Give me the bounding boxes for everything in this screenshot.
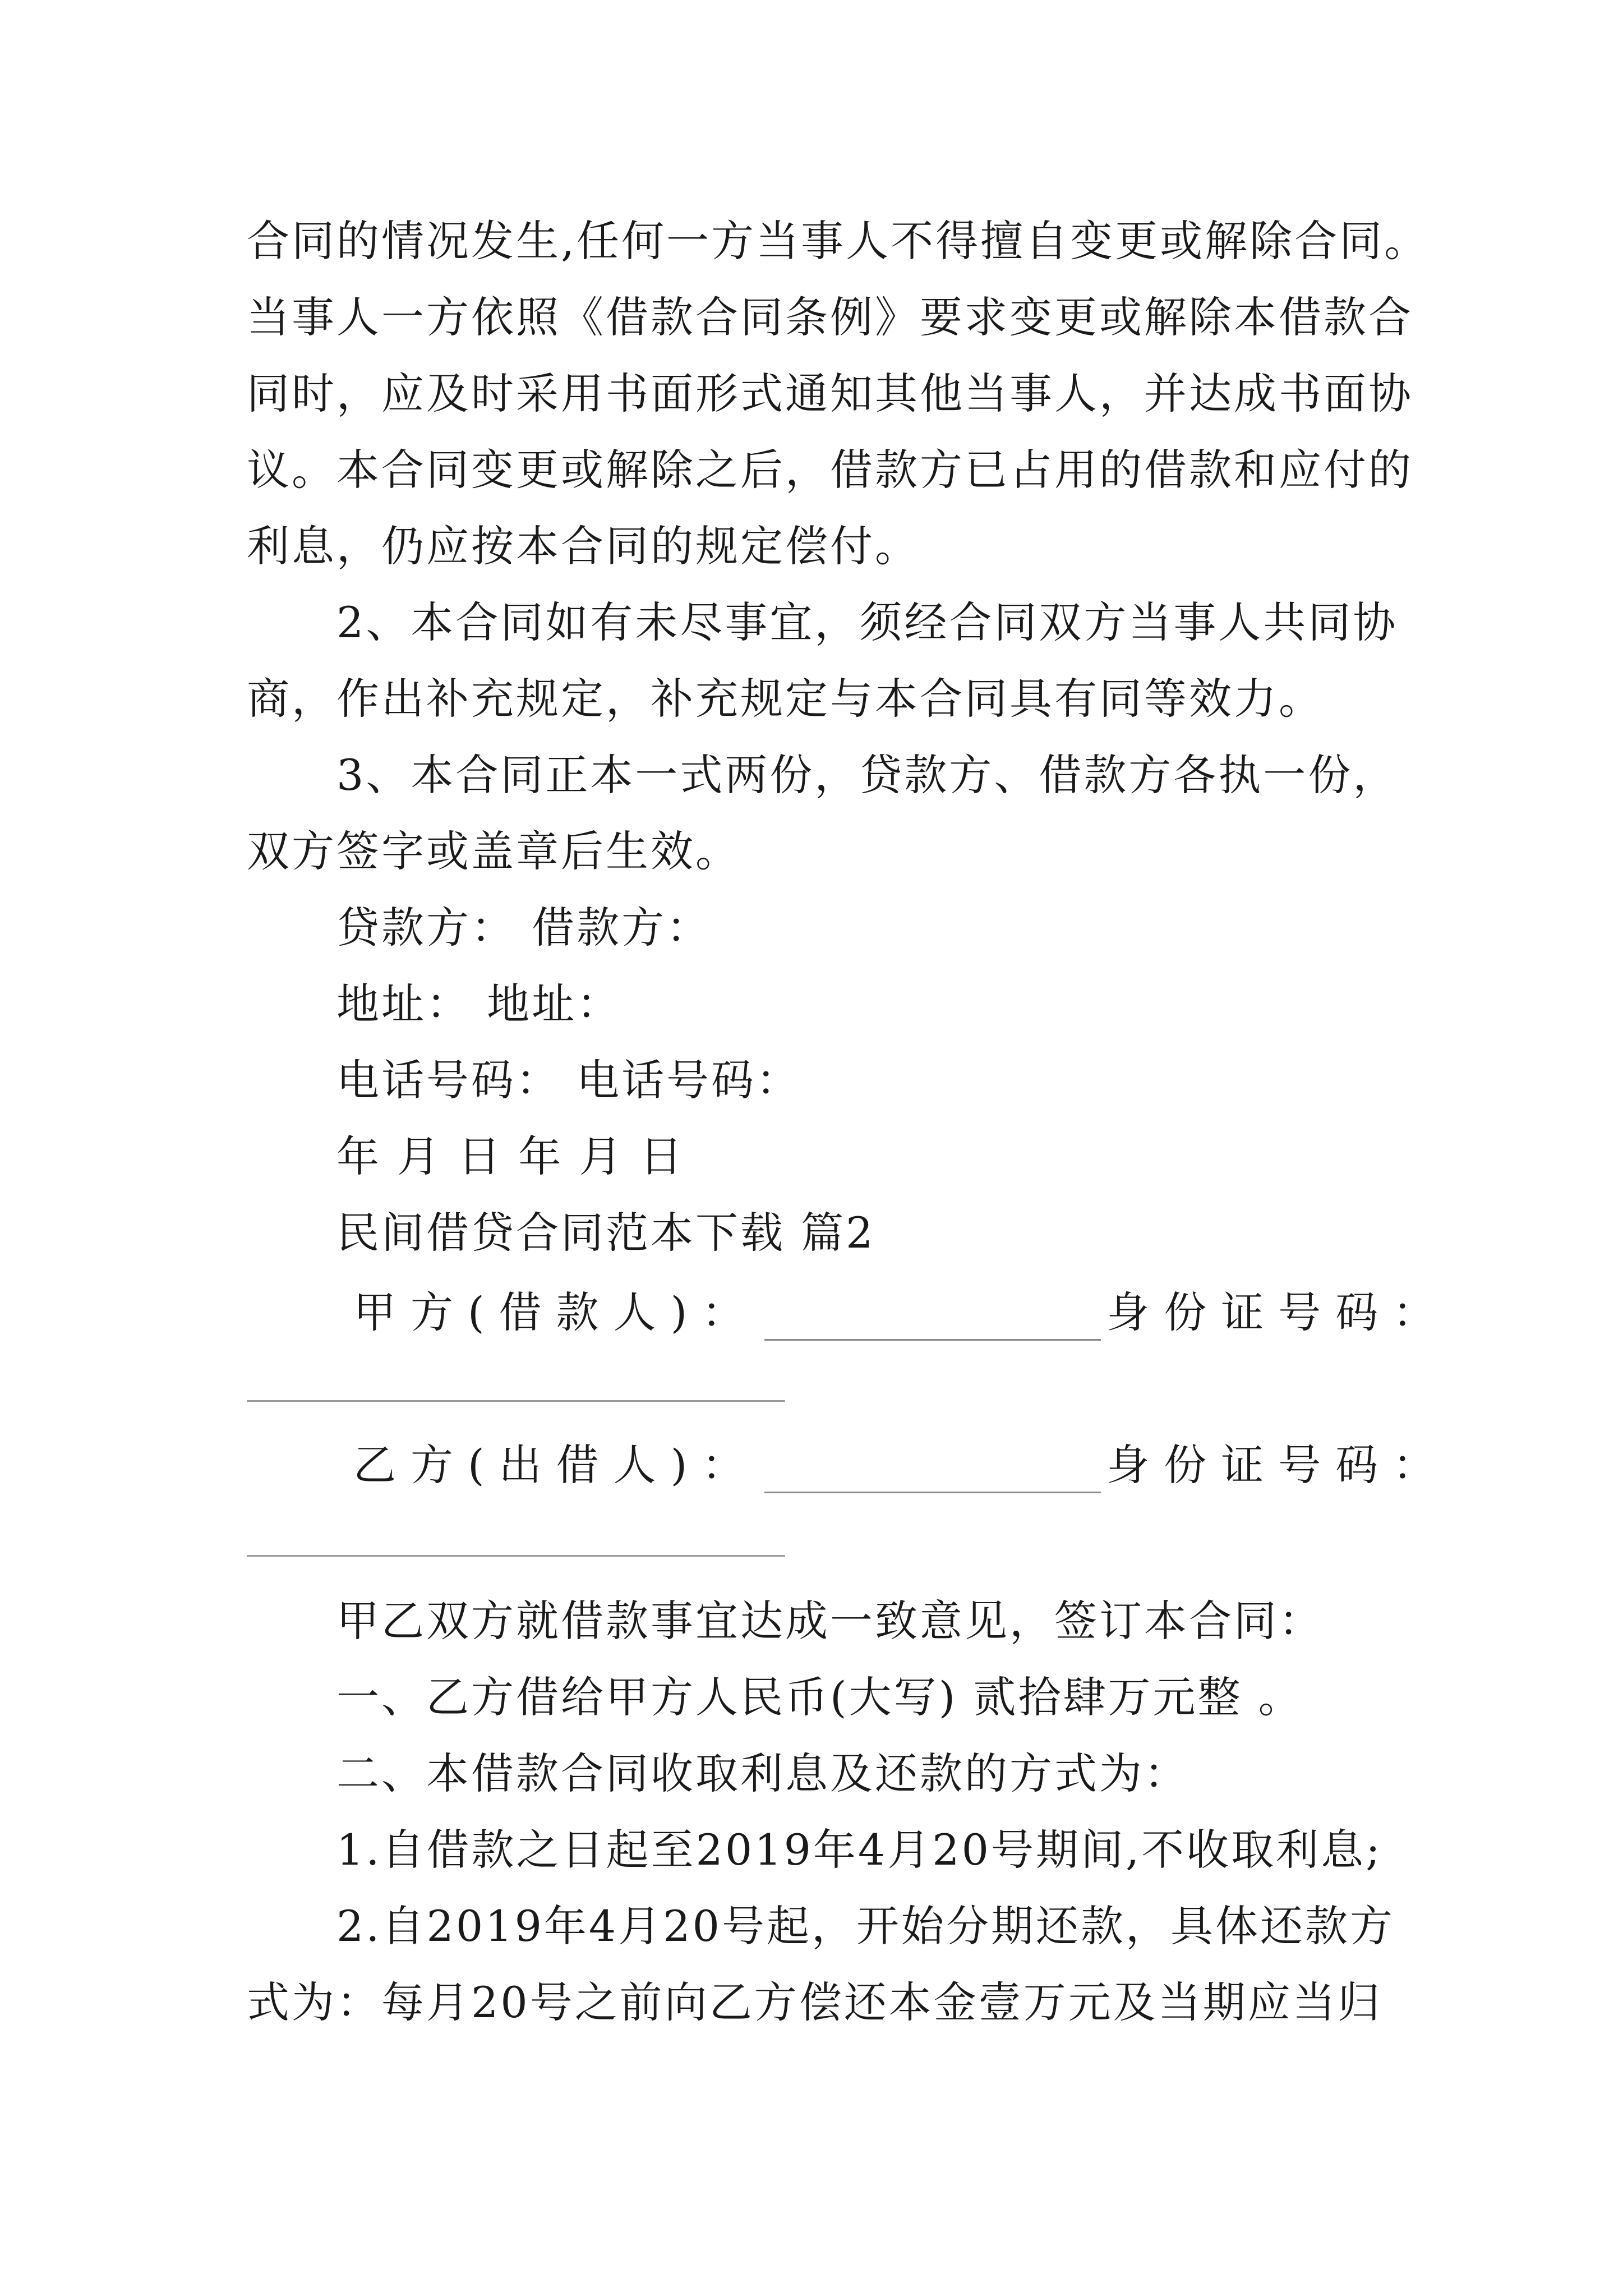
party-b-id-label: 身份证号码： xyxy=(1106,1440,1450,1490)
party-a-id-blank xyxy=(247,1400,785,1402)
party-b-name-blank xyxy=(764,1451,1101,1493)
text-line: 当事人一方依照《借款合同条例》要求变更或解除本借款合 xyxy=(247,292,1413,342)
text-line: 同时，应及时采用书面形式通知其他当事人，并达成书面协 xyxy=(247,369,1413,418)
party-b-line xyxy=(353,1437,1450,1493)
agreement-intro: 甲乙双方就借款事宜达成一致意见，签订本合同： xyxy=(336,1596,1324,1646)
clause-2-line: 商，作出补充规定，补充规定与本合同具有同等效力。 xyxy=(247,674,1324,724)
item-1: 一、乙方借给甲方人民币(大写) 贰拾肆万元整 。 xyxy=(336,1672,1303,1722)
party-a-line xyxy=(353,1285,1450,1341)
text-line: 合同的情况发生,任何一方当事人不得擅自变更或解除合同。 xyxy=(247,216,1430,266)
signature-date: 年 月 日 年 月 日 xyxy=(336,1131,685,1181)
party-a-name-blank xyxy=(764,1299,1101,1341)
item-2: 二、本借款合同收取利息及还款的方式为： xyxy=(336,1749,1189,1798)
clause-2-line: 2、本合同如有未尽事宜，须经合同双方当事人共同协 xyxy=(336,597,1398,647)
party-b-id-blank xyxy=(247,1555,785,1557)
signature-address: 地址： 地址： xyxy=(336,979,622,1029)
party-a-id-label: 身份证号码： xyxy=(1106,1287,1450,1337)
text-line: 议。本合同变更或解除之后，借款方已占用的借款和应付的 xyxy=(247,445,1413,495)
signature-parties: 贷款方： 借款方： xyxy=(336,903,712,953)
section-title: 民间借贷合同范本下载 篇2 xyxy=(336,1208,875,1258)
clause-3-line: 双方签字或盖章后生效。 xyxy=(247,826,740,876)
sub-item-2-line: 2.自2019年4月20号起，开始分期还款，具体还款方 xyxy=(336,1901,1395,1951)
signature-phone: 电话号码： 电话号码： xyxy=(336,1055,801,1105)
clause-3-line: 3、本合同正本一式两份，贷款方、借款方各执一份， xyxy=(336,750,1398,800)
party-a-label: 甲方(借款人)： xyxy=(353,1287,759,1337)
sub-item-1: 1.自借款之日起至2019年4月20号期间,不收取利息; xyxy=(336,1825,1382,1875)
sub-item-2-line: 式为：每月20号之前向乙方偿还本金壹万元及当期应当归 xyxy=(247,1977,1382,2027)
text-line: 利息，仍应按本合同的规定偿付。 xyxy=(247,521,920,571)
party-b-label: 乙方(出借人)： xyxy=(353,1440,759,1490)
